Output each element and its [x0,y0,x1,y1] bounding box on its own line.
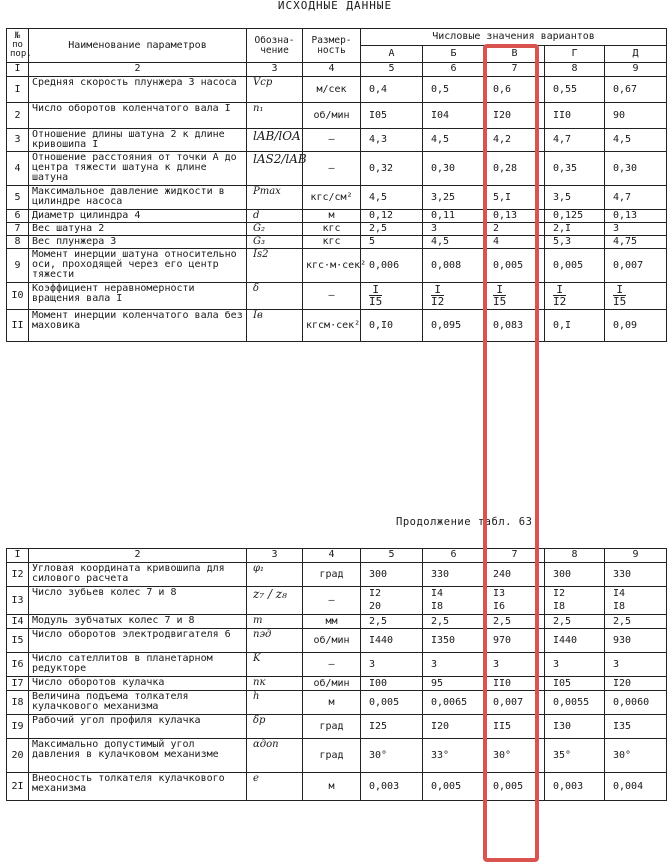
variant-value: I25 [361,715,423,739]
table-row [7,103,667,129]
parameter-unit: кгсм·сек² [303,310,361,342]
variant-value: 0,005 [545,249,605,283]
value-line: I6 [493,601,506,612]
header-parameter-name: Наименование параметров [29,29,247,63]
variant-value: 4,5 [361,186,423,210]
column-number: 7 [485,549,545,563]
variant-value: II0 [545,103,605,129]
parameter-symbol: G₃ [247,236,303,249]
variant-value: 0,005 [485,249,545,283]
parameter-symbol: z₇ / z₈ [247,587,303,615]
row-number: 9 [7,249,29,283]
fraction-denominator: I5 [369,295,383,308]
variant-value: 0,0060 [605,691,667,715]
variant-value: 4,5 [605,129,667,152]
variant-value: 95 [423,677,485,691]
column-number: 5 [361,549,423,563]
variant-value: 0,09 [605,310,667,342]
parameter-symbol: lAS2/lAB [247,152,303,186]
table-row [7,653,667,677]
variant-value: 3,5 [545,186,605,210]
table-row [7,310,667,342]
variant-value: 300 [361,563,423,587]
parameter-name: Число зубьев колес 7 и 8 [29,587,247,615]
variant-value: 4,7 [545,129,605,152]
variant-value: 4,75 [605,236,667,249]
variant-value: 970 [485,629,545,653]
parameter-unit: м [303,691,361,715]
variant-value: 0,005 [423,773,485,801]
parameter-symbol: G₂ [247,223,303,236]
row-number: 3 [7,129,29,152]
column-number: 5 [361,63,423,77]
variant-value: I04 [423,103,485,129]
row-number: 2I [7,773,29,801]
parameter-name: Рабочий угол профиля кулачка [29,715,247,739]
parameter-name: Число оборотов электродвигателя 6 [29,629,247,653]
row-number: 8 [7,236,29,249]
table-row [7,249,667,283]
parameter-symbol: m [247,615,303,629]
parameter-unit: об/мин [303,103,361,129]
variant-value: 0,006 [361,249,423,283]
variant-value: 0,003 [361,773,423,801]
column-number-row [7,63,667,77]
value-line: I4 [613,588,626,599]
variant-value: 0,008 [423,249,485,283]
table-row [7,186,667,210]
parameter-name: Внеосность толкателя кулачкового механизма [29,773,247,801]
variant-value: 30° [485,739,545,773]
table-row [7,739,667,773]
variant-value: 0,005 [485,773,545,801]
variant-value: 5,3 [545,236,605,249]
table-row [7,129,667,152]
variant-value: 2 [485,223,545,236]
variant-value: I20 [485,103,545,129]
variant-value: 5 [361,236,423,249]
fraction [493,284,506,307]
parameter-symbol: δр [247,715,303,739]
parameter-unit: – [303,283,361,310]
value-line: I8 [553,601,566,612]
parameter-name: Максимальное давление жидкости в цилиндре насоса [29,186,247,210]
header-variants-group: Числовые значения вариантов [361,29,667,46]
variant-value [423,283,485,310]
variant-value: 3 [605,223,667,236]
variant-value [485,587,545,615]
header-unit: Размер- ность [303,29,361,63]
variant-value [423,587,485,615]
variant-value: I350 [423,629,485,653]
row-number: I7 [7,677,29,691]
parameter-symbol: n₁ [247,103,303,129]
variant-value: 2,5 [361,223,423,236]
variant-value: 330 [423,563,485,587]
parameter-name: Вес плунжера 3 [29,236,247,249]
variant-value [361,587,423,615]
parameter-symbol: lAB/lOA [247,129,303,152]
variant-value: 2,5 [423,615,485,629]
parameter-symbol: e [247,773,303,801]
parameter-name: Угловая координата кривошипа для силового расчета [29,563,247,587]
row-number: 2 [7,103,29,129]
parameter-unit: – [303,587,361,615]
row-number: 5 [7,186,29,210]
variant-value: 0,I [545,310,605,342]
variant-value [361,283,423,310]
parameter-unit: – [303,653,361,677]
fraction-numerator: I [369,284,382,296]
table-row [7,210,667,223]
variant-value: 35° [545,739,605,773]
variant-value: 4,5 [423,129,485,152]
column-number: I [7,63,29,77]
parameter-name: Число оборотов коленчатого вала I [29,103,247,129]
column-number: 6 [423,549,485,563]
variant-value: 4,2 [485,129,545,152]
variant-value: 3 [423,653,485,677]
parameter-unit: кгс [303,223,361,236]
table-row [7,677,667,691]
variant-value: 4 [485,236,545,249]
parameter-unit: м [303,773,361,801]
variant-value [545,283,605,310]
parameter-unit: град [303,563,361,587]
parameter-name: Число сателлитов в планетарном редукторе [29,653,247,677]
column-number: 6 [423,63,485,77]
parameter-unit: – [303,152,361,186]
variant-value: 0,125 [545,210,605,223]
parameter-unit: – [303,129,361,152]
parameter-symbol: φ₁ [247,563,303,587]
header-variant: Г [545,46,605,63]
value-line: I3 [493,588,506,599]
variant-value: 4,7 [605,186,667,210]
fraction [431,284,444,307]
header-variant: Д [605,46,667,63]
column-number: 3 [247,549,303,563]
variant-value: 0,0065 [423,691,485,715]
variant-value: 33° [423,739,485,773]
fraction-numerator: I [493,284,506,296]
table-row [7,152,667,186]
parameters-table [6,28,667,342]
table-row [7,773,667,801]
parameter-name: Средняя скорость плунжера 3 насоса [29,77,247,103]
parameter-symbol: Iв [247,310,303,342]
value-line: I8 [431,601,444,612]
column-number: 4 [303,63,361,77]
header-symbol: Обозна- чение [247,29,303,63]
variant-value: 3 [485,653,545,677]
fraction-denominator: I5 [613,295,627,308]
parameter-unit: кгс/см² [303,186,361,210]
value-line: I2 [369,588,382,599]
row-number: 4 [7,152,29,186]
parameter-unit: м/сек [303,77,361,103]
variant-value: 0,007 [605,249,667,283]
variant-value: II5 [485,715,545,739]
column-number: 3 [247,63,303,77]
parameter-name: Момент инерции шатуна относительно оси, проходящей через его центр тяжести [29,249,247,283]
variant-value: 0,11 [423,210,485,223]
row-number: I3 [7,587,29,615]
variant-value: 90 [605,103,667,129]
parameter-symbol: h [247,691,303,715]
parameter-name: Отношение расстояния от точки А до центра тяжести шатуна к длине шатуна [29,152,247,186]
variant-value: 0,35 [545,152,605,186]
fraction-numerator: I [613,284,626,296]
fraction-denominator: I2 [431,295,445,308]
row-number: I4 [7,615,29,629]
variant-value [605,283,667,310]
variant-value: 2,5 [485,615,545,629]
parameter-unit: об/мин [303,677,361,691]
parameter-symbol: K [247,653,303,677]
variant-value: 0,12 [361,210,423,223]
header-row-number: № по пор. [7,29,29,63]
fraction-denominator: I2 [553,295,567,308]
row-number: I8 [7,691,29,715]
variant-value: 0,095 [423,310,485,342]
row-number: 6 [7,210,29,223]
parameter-name: Диаметр цилиндра 4 [29,210,247,223]
header-variant: В [485,46,545,63]
column-number: I [7,549,29,563]
column-number: 7 [485,63,545,77]
variant-value: I20 [605,677,667,691]
column-number: 8 [545,549,605,563]
value-line: 20 [369,601,382,612]
fraction [553,284,566,307]
row-number: I2 [7,563,29,587]
parameter-symbol: nк [247,677,303,691]
table-row [7,615,667,629]
parameter-symbol: Vср [247,77,303,103]
fraction [613,284,626,307]
parameter-name: Вес шатуна 2 [29,223,247,236]
column-number: 4 [303,549,361,563]
parameter-unit: кгс [303,236,361,249]
parameter-symbol: αдоп [247,739,303,773]
row-number: 7 [7,223,29,236]
variant-value: 0,32 [361,152,423,186]
page-title: ИСХОДНЫЕ ДАННЫЕ [277,0,393,12]
parameter-name: Максимально допустимый угол давления в кулачковом механизме [29,739,247,773]
variant-value: 930 [605,629,667,653]
variant-value: 240 [485,563,545,587]
variant-value [605,587,667,615]
table-row [7,236,667,249]
variant-value: 0,30 [423,152,485,186]
parameter-symbol: Is2 [247,249,303,283]
table-row [7,283,667,310]
variant-value: 4,3 [361,129,423,152]
parameter-symbol: nэд [247,629,303,653]
variant-value: 0,6 [485,77,545,103]
column-number: 8 [545,63,605,77]
row-number: I5 [7,629,29,653]
variant-value: 30° [605,739,667,773]
variant-value: 0,55 [545,77,605,103]
column-number: 9 [605,63,667,77]
variant-value: 0,67 [605,77,667,103]
variant-value: 3,25 [423,186,485,210]
row-number: I6 [7,653,29,677]
fraction-denominator: I5 [493,295,507,308]
fraction [369,284,382,307]
value-line: I4 [431,588,444,599]
variant-value: 0,30 [605,152,667,186]
variant-value: 0,005 [361,691,423,715]
value-line: I8 [613,601,626,612]
variant-value: I05 [545,677,605,691]
continuation-label: Продолжение табл. 63 [396,516,533,528]
column-number-row [7,549,667,563]
row-number: I0 [7,283,29,310]
variant-value: 0,0055 [545,691,605,715]
parameter-name: Отношение длины шатуна 2 к длине кривошипа I [29,129,247,152]
variant-value: 2,5 [545,615,605,629]
variant-value: I05 [361,103,423,129]
row-number: II [7,310,29,342]
variant-value: 0,13 [485,210,545,223]
table-row [7,715,667,739]
column-number: 2 [29,63,247,77]
parameter-symbol: δ [247,283,303,310]
variant-value [485,283,545,310]
column-number: 2 [29,549,247,563]
parameter-unit: об/мин [303,629,361,653]
parameter-unit: м [303,210,361,223]
variant-value: 5,I [485,186,545,210]
parameter-name: Величина подъема толкателя кулачкового механизма [29,691,247,715]
row-number: I9 [7,715,29,739]
table-row [7,563,667,587]
variant-value: 300 [545,563,605,587]
variant-value: 3 [605,653,667,677]
parameter-unit: град [303,715,361,739]
variant-value: 3 [545,653,605,677]
variant-value: I440 [545,629,605,653]
header-variant: Б [423,46,485,63]
parameter-name: Число оборотов кулачка [29,677,247,691]
variant-value: 330 [605,563,667,587]
variant-value: I30 [545,715,605,739]
variant-value: 2,5 [361,615,423,629]
parameter-symbol: Pmax [247,186,303,210]
parameter-unit: град [303,739,361,773]
row-number: 20 [7,739,29,773]
row-number: I [7,77,29,103]
variant-value: 0,083 [485,310,545,342]
parameter-unit: кгс·м·сек² [303,249,361,283]
variant-value: 0,003 [545,773,605,801]
parameter-symbol: d [247,210,303,223]
variant-value: 2,I [545,223,605,236]
variant-value: 0,28 [485,152,545,186]
variant-value [545,587,605,615]
table-row [7,587,667,615]
parameters-table-continued [6,548,667,801]
fraction-numerator: I [553,284,566,296]
header-variant: А [361,46,423,63]
parameter-unit: мм [303,615,361,629]
variant-value: 30° [361,739,423,773]
variant-value: 0,5 [423,77,485,103]
variant-value: 0,4 [361,77,423,103]
variant-value: 4,5 [423,236,485,249]
variant-value: 3 [423,223,485,236]
parameter-name: Момент инерции коленчатого вала без маховика [29,310,247,342]
variant-value: 3 [361,653,423,677]
variant-value: 0,I0 [361,310,423,342]
variant-value: I440 [361,629,423,653]
variant-value: I20 [423,715,485,739]
parameter-name: Коэффициент неравномерности вращения вала I [29,283,247,310]
variant-value: II0 [485,677,545,691]
variant-value: 0,004 [605,773,667,801]
table-row [7,691,667,715]
column-number: 9 [605,549,667,563]
variant-value: 0,007 [485,691,545,715]
parameter-name: Модуль зубчатых колес 7 и 8 [29,615,247,629]
value-line: I2 [553,588,566,599]
variant-value: 0,13 [605,210,667,223]
table-row [7,77,667,103]
variant-value: I00 [361,677,423,691]
table-row [7,223,667,236]
table-row [7,629,667,653]
variant-value: I35 [605,715,667,739]
variant-value: 2,5 [605,615,667,629]
fraction-numerator: I [431,284,444,296]
